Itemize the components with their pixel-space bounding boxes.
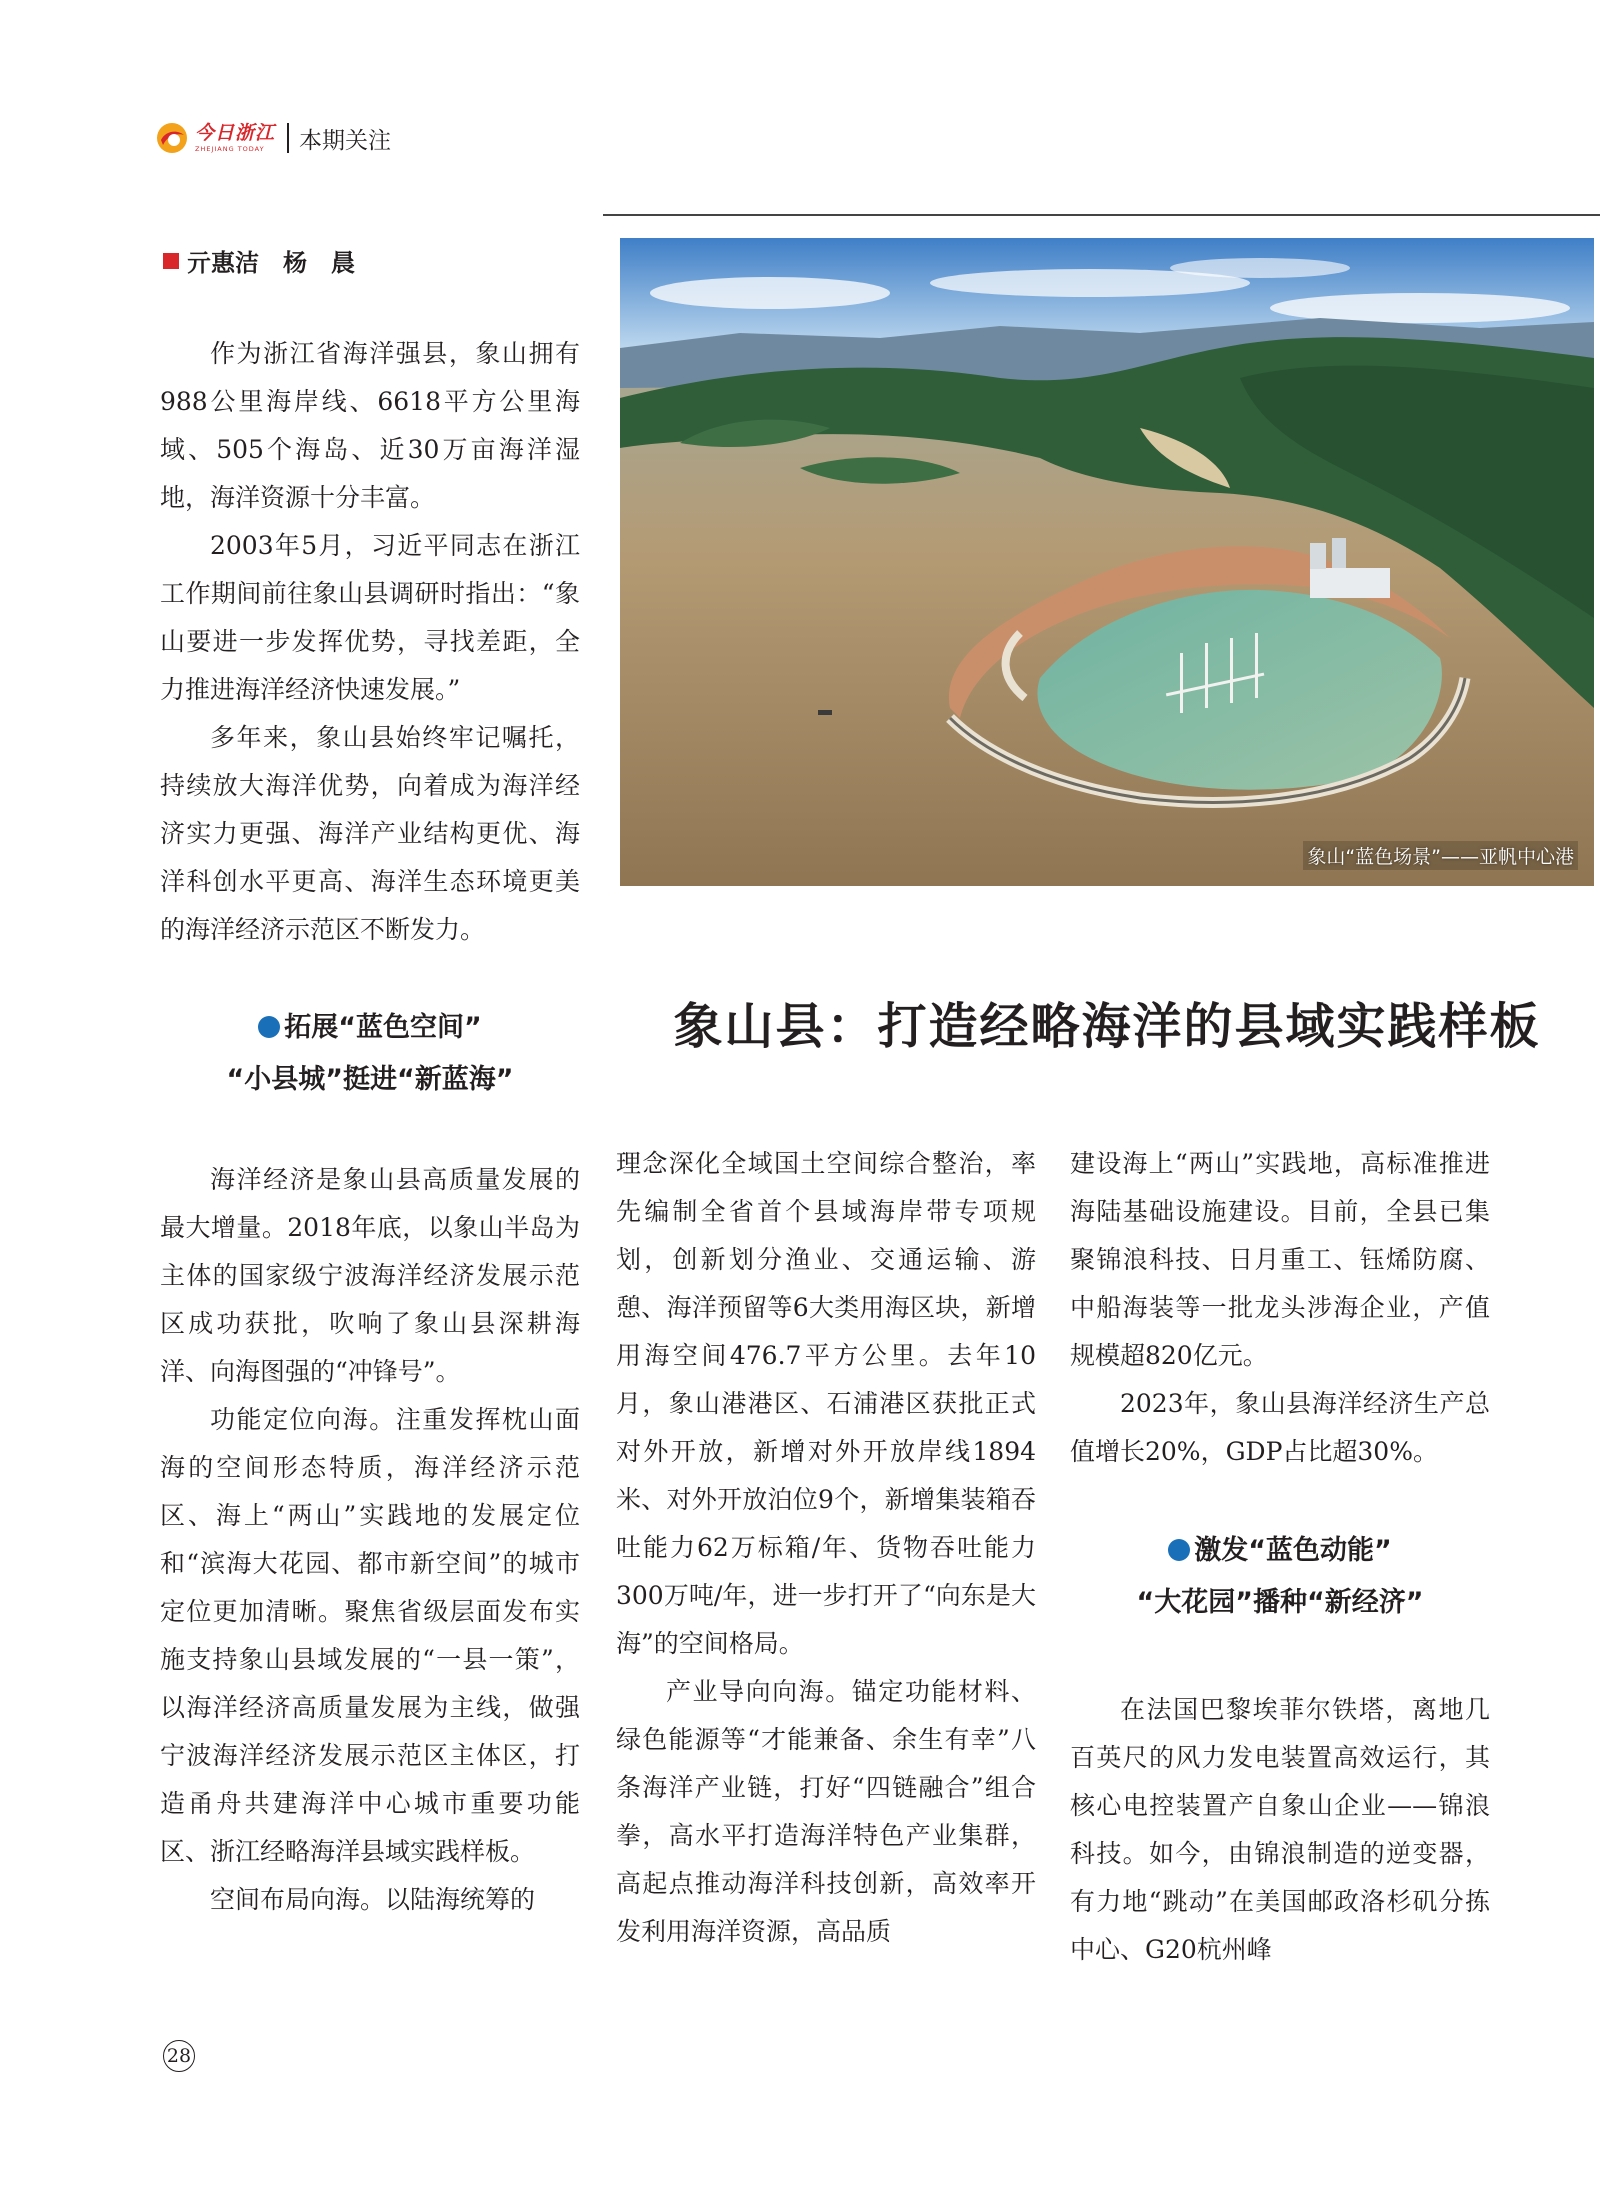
column-3-lower-text: [1070, 1686, 1490, 1974]
intro-paragraph: 作为浙江省海洋强县，象山拥有988公里海岸线、6618平方公里海域、505个海岛、近30万亩海洋湿地，海洋资源十分丰富。: [160, 339, 580, 512]
body-paragraph: 空间布局向海。以陆海统筹的: [210, 1885, 536, 1914]
intro-paragraph: 多年来，象山县始终牢记嘱托，持续放大海洋优势，向着成为海洋经济实力更强、海洋产业结构更优、海洋科创水平更高、海洋生态环境更美的海洋经济示范区不断发力。: [160, 723, 580, 944]
column-1-text: [160, 1156, 580, 1924]
body-paragraph: 理念深化全域国土空间综合整治，率先编制全省首个县域海岸带专项规划，创新划分渔业、交通运输、游憩、海洋预留等6大类用海区块，新增用海空间476.7平方公里。去年10月，象山港港区、石浦港区获批正式对外开放，新增对外开放岸线1894米、对外开放泊位9个，新增集装箱吞吐能力62万标箱/年、货物吞吐能力300万吨/年，进一步打开了“向东是大海”的空间格局。: [616, 1149, 1036, 1658]
column-2-text: [616, 1140, 1036, 1956]
masthead: [155, 118, 391, 158]
photo-caption: 象山“蓝色场景”——亚帆中心港: [1303, 841, 1578, 870]
byline: [163, 243, 355, 278]
body-paragraph: 产业导向向海。锚定功能材料、绿色能源等“才能兼备、余生有幸”八条海洋产业链，打好“四链融合”组合拳，高水平打造海洋特色产业集群，高起点推动海洋科技创新，高效率开发利用海洋资源，高品质: [616, 1677, 1036, 1946]
section-heading-line2: “小县城”挺进“新蓝海”: [226, 1064, 514, 1095]
bullet-dot-icon: [258, 1016, 280, 1038]
logo-chinese: 今日浙江: [195, 121, 276, 144]
body-paragraph: 海洋经济是象山县高质量发展的最大增量。2018年底，以象山半岛为主体的国家级宁波海洋经济发展示范区成功获批，吹响了象山县深耕海洋、向海图强的“冲锋号”。: [160, 1165, 580, 1386]
intro-paragraph: 2003年5月，习近平同志在浙江工作期间前往象山县调研时指出：“象山要进一步发挥优势，寻找差距，全力推进海洋经济快速发展。”: [160, 531, 580, 704]
byline-authors: 亓惠洁 杨 晨: [187, 249, 355, 277]
section-heading-blue-energy: [1070, 1525, 1490, 1629]
section-heading-line1: 拓展“蓝色空间”: [284, 1012, 482, 1043]
intro-text: [160, 330, 580, 954]
body-paragraph: 2023年，象山县海洋经济生产总值增长20%，GDP占比超30%。: [1070, 1389, 1490, 1466]
body-paragraph: 建设海上“两山”实践地，高标准推进海陆基础设施建设。目前，全县已集聚锦浪科技、日月重工、钰烯防腐、中船海装等一批龙头涉海企业，产值规模超820亿元。: [1070, 1149, 1490, 1370]
section-heading-blue-space: [160, 1002, 580, 1106]
section-heading-line1: 激发“蓝色动能”: [1194, 1535, 1392, 1566]
harbor-aerial-illustration: [620, 238, 1594, 886]
logo-english: ZHEJIANG TODAY: [195, 144, 265, 153]
sun-logo-icon: [155, 121, 189, 155]
body-paragraph: 功能定位向海。注重发挥枕山面海的空间形态特质，海洋经济示范区、海上“两山”实践地的发展定位和“滨海大花园、都市新空间”的城市定位更加清晰。聚焦省级层面发布实施支持象山县域发展的“一县一策”，以海洋经济高质量发展为主线，做强宁波海洋经济发展示范区主体区，打造甬舟共建海洋中心城市重要功能区、浙江经略海洋县域实践样板。: [160, 1405, 580, 1866]
column-3-text: [1070, 1140, 1490, 1476]
harbor-aerial-photo: [620, 238, 1594, 886]
section-label: 本期关注: [299, 127, 392, 154]
publication-logo: [195, 121, 276, 153]
bullet-dot-icon: [1168, 1539, 1190, 1561]
body-paragraph: 在法国巴黎埃菲尔铁塔，离地几百英尺的风力发电装置高效运行，其核心电控装置产自象山企业——锦浪科技。如今，由锦浪制造的逆变器，有力地“跳动”在美国邮政洛杉矶分拣中心、G20杭州峰: [1070, 1695, 1490, 1964]
section-heading-line2: “大花园”播种“新经济”: [1136, 1587, 1424, 1618]
top-rule: [603, 214, 1600, 216]
header-divider: [287, 123, 289, 153]
article-headline: 象山县：打造经略海洋的县域实践样板: [673, 997, 1541, 1055]
page-number: 28: [163, 2040, 195, 2072]
byline-square-icon: [163, 253, 179, 269]
